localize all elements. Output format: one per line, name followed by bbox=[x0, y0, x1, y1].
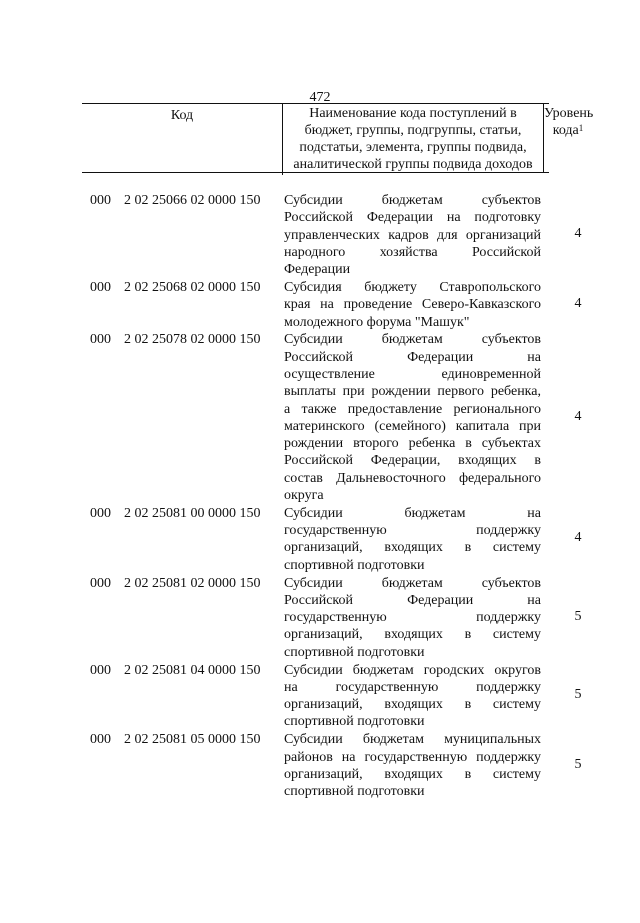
row-name-line: округа bbox=[284, 488, 324, 504]
table-row bbox=[0, 662, 640, 731]
footnote-marker: 1 bbox=[578, 123, 584, 133]
row-prefix: 000 bbox=[90, 332, 111, 348]
row-name-line: Субсидии бюджетам субъектов bbox=[284, 575, 541, 591]
table-row bbox=[0, 731, 640, 800]
row-name-line: Федерации bbox=[284, 262, 351, 278]
row-prefix: 000 bbox=[90, 575, 111, 591]
row-name-line: народного хозяйства Российской bbox=[284, 244, 541, 260]
header-level bbox=[544, 104, 592, 173]
row-prefix: 000 bbox=[90, 732, 111, 748]
row-code: 2 02 25068 02 0000 150 bbox=[124, 280, 261, 295]
row-name bbox=[284, 731, 541, 800]
row-name bbox=[284, 279, 541, 331]
row-name bbox=[284, 192, 541, 278]
row-level: 4 bbox=[574, 408, 582, 424]
row-code: 2 02 25081 02 0000 150 bbox=[124, 575, 261, 591]
row-name-line: Субсидии бюджетам городских округов bbox=[284, 662, 541, 678]
row-name-line: государственную поддержку bbox=[284, 610, 541, 626]
row-name-line: края на проведение Северо-Кавказского bbox=[284, 297, 541, 313]
row-name-line: Субсидии бюджетам муниципальных bbox=[284, 732, 541, 748]
row-name-line: Российской Федерации на bbox=[284, 349, 541, 365]
row-name-line: а также предоставление регионального bbox=[284, 401, 541, 417]
row-name bbox=[284, 505, 541, 574]
row-name bbox=[284, 575, 541, 661]
row-name-line: осуществление единовременной bbox=[284, 366, 541, 382]
row-name-line: спортивной подготовки bbox=[284, 784, 425, 800]
row-name-line: Российской Федерации на bbox=[284, 592, 541, 608]
row-name-line: спортивной подготовки bbox=[284, 557, 425, 573]
row-code: 2 02 25078 02 0000 150 bbox=[124, 332, 261, 348]
row-name-line: рождении второго ребенка в субъектах bbox=[284, 436, 541, 452]
row-prefix: 000 bbox=[90, 662, 111, 678]
row-name-line: управленческих кадров для организаций bbox=[284, 227, 541, 243]
header-name bbox=[283, 104, 544, 172]
row-name-line: организаций, входящих в систему bbox=[284, 766, 541, 782]
header-name-line: аналитической группы подвида доходов bbox=[293, 157, 533, 172]
row-level: 5 bbox=[574, 608, 582, 624]
row-prefix: 000 bbox=[90, 505, 111, 521]
row-name-line: спортивной подготовки bbox=[284, 714, 425, 730]
row-name-line: организаций, входящих в систему bbox=[284, 540, 541, 556]
row-name-line: выплаты при рождении первого ребенка, bbox=[284, 384, 541, 400]
row-name-line: районов на государственную поддержку bbox=[284, 749, 541, 765]
row-level: 4 bbox=[574, 226, 582, 242]
row-prefix: 000 bbox=[90, 280, 111, 295]
row-code: 2 02 25081 05 0000 150 bbox=[124, 732, 261, 748]
row-name bbox=[284, 331, 541, 504]
row-name-line: организаций, входящих в систему bbox=[284, 627, 541, 643]
table-row bbox=[0, 279, 640, 331]
row-level: 5 bbox=[574, 687, 582, 703]
table-header bbox=[82, 103, 594, 173]
table-row bbox=[0, 192, 640, 279]
row-name-line: состав Дальневосточного федерального bbox=[284, 470, 541, 486]
header-name-line: бюджет, группы, подгруппы, статьи, bbox=[304, 123, 522, 138]
row-name-line: Субсидии бюджетам субъектов bbox=[284, 332, 541, 348]
row-name-line: Субсидия бюджету Ставропольского bbox=[284, 280, 541, 295]
header-name-line: Наименование кода поступлений в bbox=[309, 106, 517, 121]
header-level-line: кода$^1$ bbox=[552, 123, 584, 138]
row-name-line: Субсидии бюджетам субъектов bbox=[284, 193, 541, 208]
row-name bbox=[284, 662, 541, 731]
row-level: 4 bbox=[574, 530, 582, 546]
header-code: Код bbox=[82, 104, 283, 175]
table-row bbox=[0, 505, 640, 574]
row-prefix: 000 bbox=[90, 193, 111, 208]
page-number: 472 bbox=[309, 90, 331, 105]
row-level: 4 bbox=[574, 295, 582, 311]
row-name-line: Российской Федерации на подготовку bbox=[284, 210, 541, 226]
row-name-line: спортивной подготовки bbox=[284, 644, 425, 660]
row-name-line: молодежного форума "Машук" bbox=[284, 314, 470, 330]
row-level: 5 bbox=[574, 756, 582, 772]
header-level-line: Уровень bbox=[544, 106, 594, 121]
row-code: 2 02 25081 04 0000 150 bbox=[124, 662, 261, 678]
row-name-line: Российской Федерации, входящих в bbox=[284, 453, 541, 469]
row-code: 2 02 25081 00 0000 150 bbox=[124, 505, 261, 521]
row-code: 2 02 25066 02 0000 150 bbox=[124, 193, 261, 208]
row-name-line: организаций, входящих в систему bbox=[284, 697, 541, 713]
row-name-line: материнского (семейного) капитала при bbox=[284, 418, 541, 434]
table-row bbox=[0, 575, 640, 662]
table-row bbox=[0, 331, 640, 504]
row-name-line: государственную поддержку bbox=[284, 523, 541, 539]
row-name-line: на государственную поддержку bbox=[284, 679, 541, 695]
row-name-line: Субсидии бюджетам на bbox=[284, 505, 541, 521]
header-name-line: подстатьи, элемента, группы подвида, bbox=[299, 140, 527, 155]
